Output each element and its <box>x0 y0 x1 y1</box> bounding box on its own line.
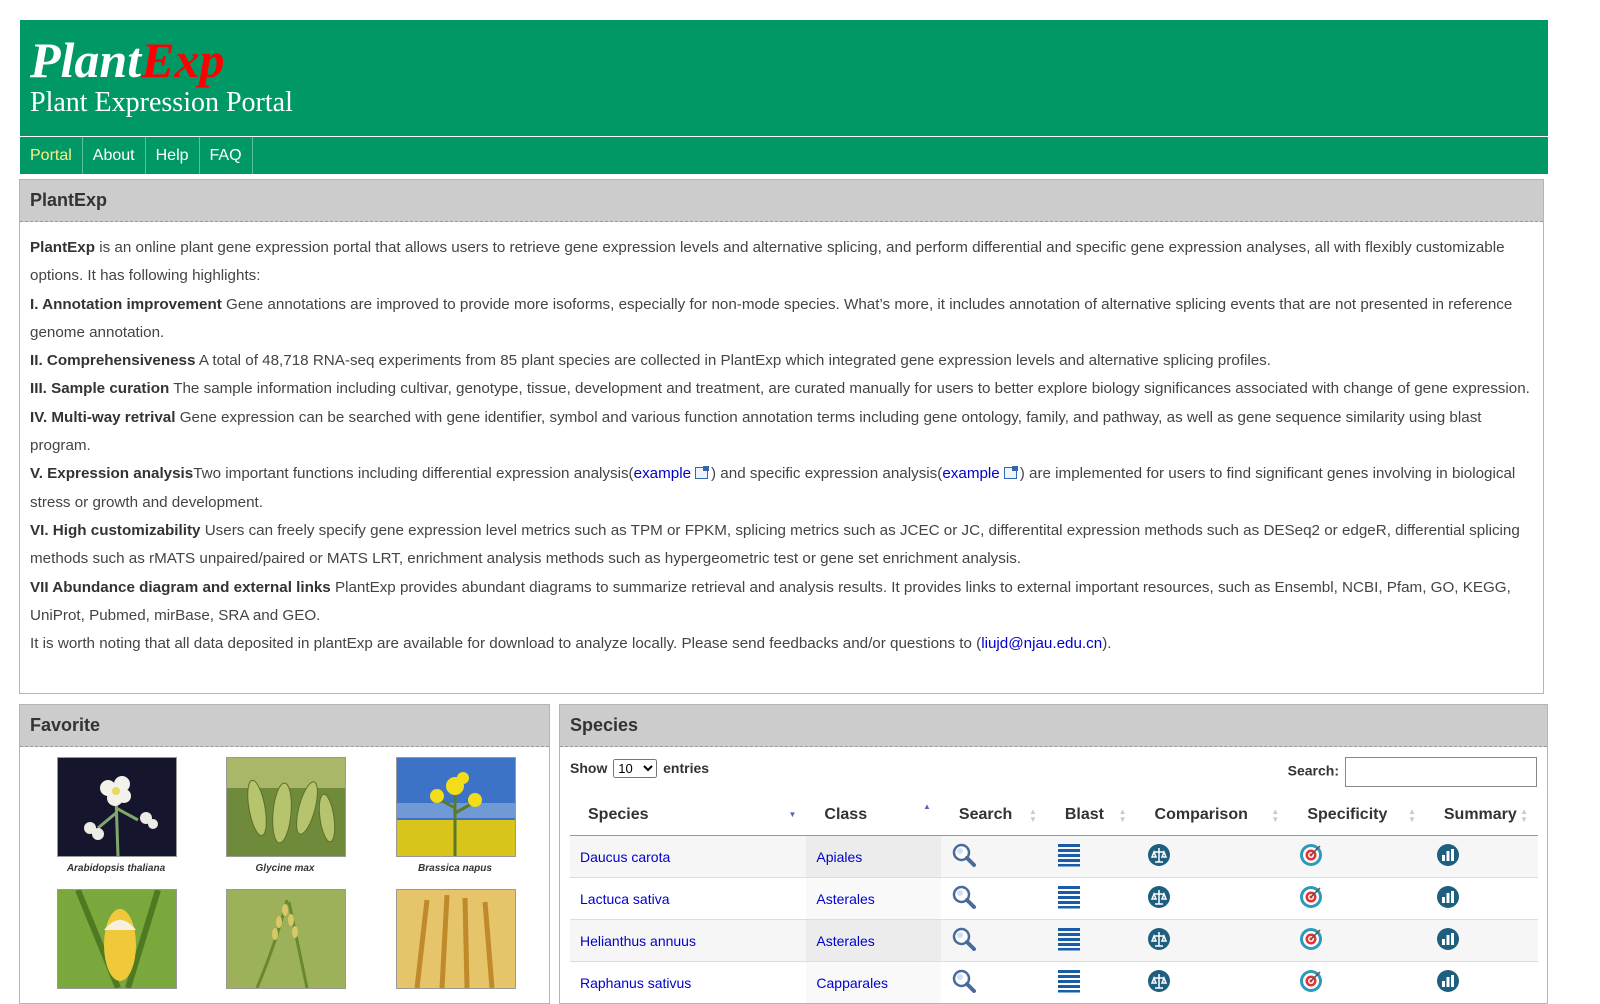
col-blast[interactable] <box>1047 795 1137 836</box>
col-class-label: Class <box>824 806 868 823</box>
highlight-1 <box>30 291 1533 348</box>
intro-body <box>20 222 1543 670</box>
rice-image[interactable] <box>226 889 346 989</box>
specific-example-link[interactable]: example <box>942 465 1000 483</box>
species-cell <box>570 920 806 962</box>
comparison-cell <box>1137 878 1290 920</box>
highlight-6-title: VI. High customizability <box>30 521 201 539</box>
col-comparison-label: Comparison <box>1154 806 1248 823</box>
species-cell <box>570 836 806 878</box>
site-logo[interactable] <box>30 32 225 88</box>
specificity-cell <box>1289 878 1426 920</box>
comparison-icon[interactable] <box>1147 969 1171 996</box>
nav-bar <box>20 137 1548 174</box>
table-row <box>570 962 1538 1004</box>
summary-cell <box>1426 962 1538 1004</box>
highlight-4-text: Gene expression can be searched with gene identifier, symbol and various function annotation terms including gene ontology, family, and pathway, as well as gene sequence similarity using blast program. <box>30 408 1482 455</box>
col-species-label: Species <box>588 806 649 823</box>
sort-both-icon: ▲ ▼ <box>1520 807 1528 824</box>
favorite-brassica[interactable] <box>396 757 516 874</box>
logo-exp: Exp <box>141 32 225 88</box>
species-link[interactable]: Lactuca sativa <box>580 890 670 907</box>
page-size-control <box>570 759 709 778</box>
specificity-cell <box>1289 962 1426 1004</box>
highlight-7-text: PlantExp provides abundant diagrams to summarize retrieval and analysis results. It provides links to external important resources, such as Ensembl, NCBI, Pfam, GO, KEGG, UniProt, Pubmed, mirBase, SRA and GEO. <box>30 578 1511 624</box>
col-specificity[interactable] <box>1289 795 1426 836</box>
class-cell <box>806 920 941 962</box>
highlight-3-title: III. Sample curation <box>30 380 170 398</box>
col-summary[interactable] <box>1426 795 1538 836</box>
col-specificity-label: Specificity <box>1307 806 1388 823</box>
summary-cell <box>1426 836 1538 878</box>
differential-example-link[interactable]: example <box>633 465 692 483</box>
wheat-image[interactable] <box>396 889 516 989</box>
sort-both-icon: ▲ ▼ <box>1407 807 1416 824</box>
sort-both-icon: ▲ ▼ <box>1118 807 1127 824</box>
species-cell <box>570 962 806 1004</box>
maize-image[interactable] <box>57 889 177 989</box>
download-note <box>30 630 1533 658</box>
highlight-7 <box>30 574 1533 631</box>
search-icon[interactable] <box>951 884 977 913</box>
intro-title: PlantExp <box>20 180 1543 222</box>
blast-cell <box>1047 920 1137 962</box>
show-label: Show <box>570 760 608 776</box>
highlight-2 <box>30 347 1533 375</box>
col-class[interactable] <box>806 795 941 836</box>
col-comparison[interactable] <box>1137 795 1290 836</box>
search-cell <box>941 920 1047 962</box>
specificity-icon[interactable] <box>1299 843 1323 870</box>
site-header <box>20 20 1548 136</box>
note-text-b: ). <box>1102 635 1112 653</box>
highlight-5-title: V. Expression analysis <box>30 465 194 483</box>
comparison-icon[interactable] <box>1147 843 1171 870</box>
highlight-7-title: VII Abundance diagram and external links <box>30 578 331 596</box>
class-cell <box>806 836 941 878</box>
search-label: Search: <box>1287 762 1339 779</box>
search-input[interactable] <box>1345 757 1537 787</box>
external-link-icon <box>1004 467 1017 479</box>
search-icon[interactable] <box>951 842 977 871</box>
favorite-label: Glycine max <box>255 863 315 874</box>
class-cell <box>806 878 941 920</box>
comparison-icon[interactable] <box>1147 927 1171 954</box>
search-cell <box>941 878 1047 920</box>
nav-faq[interactable]: FAQ <box>200 137 253 174</box>
highlight-5-text-a: Two important functions including differential expression analysis( <box>193 465 634 483</box>
blast-icon[interactable] <box>1057 969 1081 996</box>
entries-label: entries <box>663 760 710 776</box>
glycine-image[interactable] <box>226 757 346 857</box>
intro-text: is an online plant gene expression portal that allows users to retrieve gene expression levels and alternative splicing, and perform differential and specific gene expression analyses, all with flexibly customizable options. It has following highlights: <box>30 239 1505 285</box>
species-link[interactable]: Raphanus sativus <box>580 974 692 991</box>
blast-icon[interactable] <box>1057 843 1081 870</box>
blast-cell <box>1047 836 1137 878</box>
summary-cell <box>1426 878 1538 920</box>
table-row <box>570 920 1538 962</box>
comparison-cell <box>1137 962 1290 1004</box>
sort-desc-icon: ▼ <box>788 810 797 819</box>
intro-panel <box>19 179 1544 694</box>
favorite-title: Favorite <box>20 705 549 747</box>
table-row <box>570 836 1538 878</box>
arabidopsis-image[interactable] <box>57 757 177 857</box>
col-search-label: Search <box>958 806 1013 823</box>
class-link[interactable]: Asterales <box>816 932 875 949</box>
table-row <box>570 878 1538 920</box>
blast-cell <box>1047 878 1137 920</box>
highlight-4 <box>30 404 1533 461</box>
comparison-cell <box>1137 836 1290 878</box>
sort-asc-icon: ▲ <box>922 802 931 811</box>
nav-about[interactable]: About <box>83 137 146 174</box>
col-blast-label: Blast <box>1064 806 1104 823</box>
sort-both-icon: ▲ ▼ <box>1271 807 1280 824</box>
specificity-cell <box>1289 920 1426 962</box>
col-summary-label: Summary <box>1443 806 1517 823</box>
favorite-arabidopsis[interactable] <box>57 757 177 874</box>
species-title: Species <box>560 705 1547 747</box>
highlight-5 <box>30 460 1533 517</box>
highlight-1-text: Gene annotations are improved to provide more isoforms, especially for non-mode species. What’s more, it includes annotation of alternative splicing events that are not presented in reference genome annotation. <box>30 295 1513 341</box>
comparison-icon[interactable] <box>1147 885 1171 912</box>
class-link[interactable]: Apiales <box>816 848 863 865</box>
favorite-glycine[interactable] <box>226 757 346 874</box>
search-icon[interactable] <box>951 926 977 955</box>
favorite-maize[interactable] <box>57 889 177 989</box>
specificity-icon[interactable] <box>1299 969 1323 996</box>
highlight-5-text-c: ) are implemented for users to find significant genes involving in biological stress or growth and development. <box>30 465 1516 511</box>
page-size-select[interactable] <box>613 759 657 778</box>
comparison-cell <box>1137 920 1290 962</box>
blast-cell <box>1047 962 1137 1004</box>
class-link[interactable]: Capparales <box>816 974 888 991</box>
brassica-image[interactable] <box>396 757 516 857</box>
favorite-panel <box>19 704 550 1004</box>
external-link-icon <box>695 467 708 479</box>
species-link[interactable]: Daucus carota <box>580 848 671 865</box>
logo-plant: Plant <box>30 32 142 88</box>
favorite-label: Arabidopsis thaliana <box>66 863 166 874</box>
col-species[interactable] <box>570 795 806 836</box>
summary-icon[interactable] <box>1436 843 1460 870</box>
class-cell <box>806 962 941 1004</box>
blast-icon[interactable] <box>1057 927 1081 954</box>
highlight-3-text: The sample information including cultivar, genotype, tissue, development and treatment, are curated manually for users to better explore biology significances associated with change of gene expression. <box>169 380 1530 398</box>
favorite-rice[interactable] <box>226 889 346 989</box>
summary-icon[interactable] <box>1436 927 1460 954</box>
favorite-wheat[interactable] <box>396 889 516 989</box>
intro-lead: PlantExp <box>30 239 95 256</box>
highlight-4-title: IV. Multi-way retrival <box>30 408 176 426</box>
site-subtitle: Plant Expression Portal <box>30 87 293 118</box>
class-link[interactable]: Asterales <box>816 890 875 907</box>
note-text-a: It is worth noting that all data deposited in plantExp are available for download to analyze locally. Please send feedbacks and/or questions to ( <box>30 635 982 653</box>
contact-email-link[interactable]: liujd@njau.edu.cn <box>981 635 1103 653</box>
highlight-5-text-b: ) and specific expression analysis( <box>711 465 943 483</box>
summary-icon[interactable] <box>1436 969 1460 996</box>
search-icon[interactable] <box>951 968 977 997</box>
species-panel <box>559 704 1548 1004</box>
specificity-cell <box>1289 836 1426 878</box>
highlight-3 <box>30 375 1533 403</box>
favorite-label: Brassica napus <box>418 863 492 874</box>
species-table <box>570 795 1538 1003</box>
sort-both-icon: ▲ ▼ <box>1028 807 1037 824</box>
specificity-icon[interactable] <box>1299 927 1323 954</box>
highlight-2-title: II. Comprehensiveness <box>30 352 196 370</box>
summary-icon[interactable] <box>1436 885 1460 912</box>
table-search <box>1288 757 1537 787</box>
nav-portal[interactable]: Portal <box>20 137 83 174</box>
intro-paragraph <box>30 234 1533 291</box>
highlight-6-text: Users can freely specify gene expression level metrics such as TPM or FPKM, splicing metrics such as JCEC or JC, differentital expression methods such as DESeq2 or edgeR, differential splicing methods such as rMATS unpaired/paired or MATS LRT, enrichment analysis methods such as hypergeometric test or gene set enrichment analysis. <box>30 521 1520 568</box>
species-cell <box>570 878 806 920</box>
specificity-icon[interactable] <box>1299 885 1323 912</box>
highlight-1-title: I. Annotation improvement <box>30 295 222 313</box>
search-cell <box>941 836 1047 878</box>
summary-cell <box>1426 920 1538 962</box>
nav-help[interactable]: Help <box>146 137 200 174</box>
species-link[interactable]: Helianthus annuus <box>580 932 696 949</box>
blast-icon[interactable] <box>1057 885 1081 912</box>
col-search[interactable] <box>941 795 1047 836</box>
highlight-6 <box>30 517 1533 574</box>
highlight-2-text: A total of 48,718 RNA-seq experiments from 85 plant species are collected in PlantExp which integrated gene expression levels and alternative splicing profiles. <box>195 352 1271 370</box>
search-cell <box>941 962 1047 1004</box>
